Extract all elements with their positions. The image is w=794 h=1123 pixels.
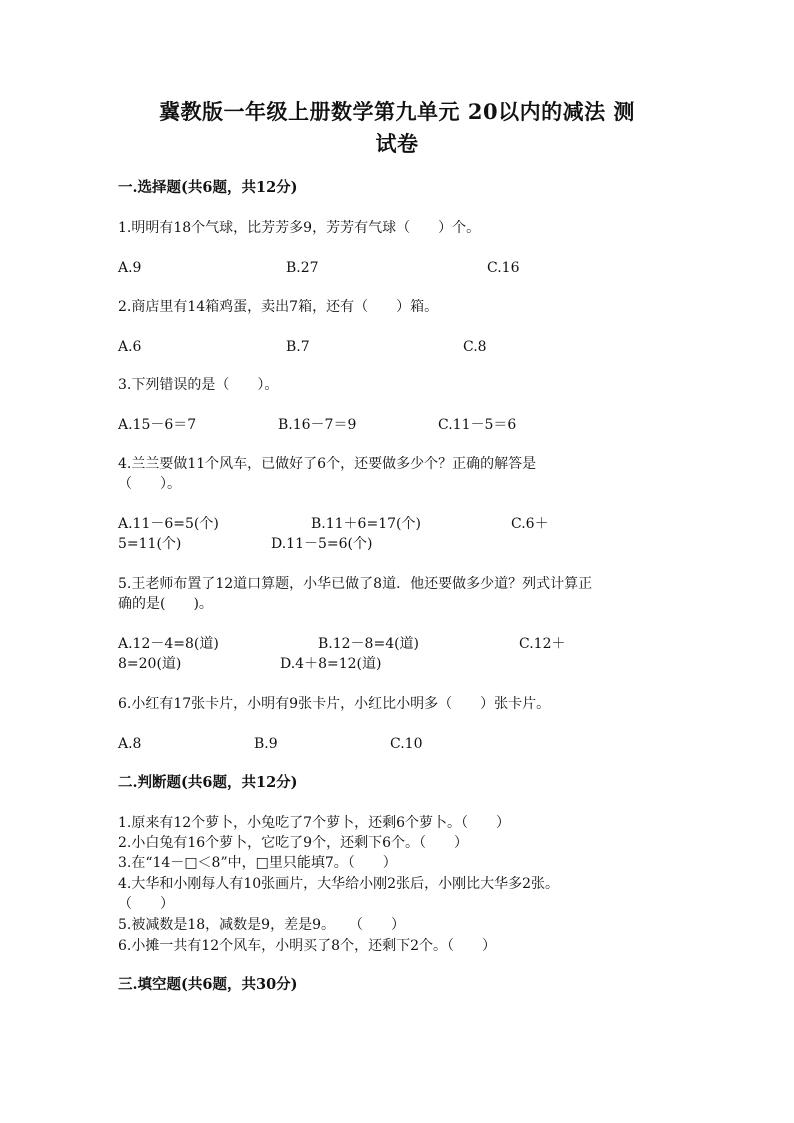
question-1-option-a: A.9 [118, 260, 142, 276]
question-3-option-c: C.11－5＝6 [438, 417, 517, 433]
question-6-option-c: C.10 [390, 736, 423, 752]
judge-item-4: 4.大华和小刚每人有10张画片，大华给小刚2张后，小刚比大华多2张。 [118, 876, 559, 892]
judge-item-6: 6.小摊一共有12个风车，小明买了8个，还剩下2个。（ ） [118, 938, 496, 954]
question-4-option-b: B.11＋6=17(个) [311, 516, 421, 532]
section-heading-judge: 二.判断题(共6题，共12分) [118, 774, 298, 791]
question-1-text: 1.明明有18个气球，比芳芳多9，芳芳有气球（ ）个。 [118, 220, 481, 236]
judge-item-5: 5.被减数是18，减数是9，差是9。 （ ） [118, 917, 405, 933]
judge-item-3: 3.在“14－□＜8”中，□里只能填7。（ ） [118, 855, 397, 871]
question-5-option-a: A.12－4=8(道) [118, 636, 219, 652]
question-1-option-b: B.27 [286, 260, 319, 276]
question-5-option-d: D.4＋8=12(道) [280, 656, 382, 672]
question-6-text: 6.小红有17张卡片，小明有9张卡片，小红比小明多（ ）张卡片。 [118, 696, 551, 712]
question-5-text-line-2: 确的是( )。 [118, 596, 213, 612]
question-1-option-c: C.16 [487, 260, 520, 276]
question-6-option-a: A.8 [118, 736, 142, 752]
question-4-text-line-2: （ ）。 [118, 476, 181, 492]
page-title [118, 96, 676, 160]
question-4-option-d: D.11－5=6(个) [271, 536, 373, 552]
question-4-option-c-cont: 5=11(个) [118, 536, 182, 552]
question-2-option-a: A.6 [118, 339, 142, 355]
title-line-1: 冀教版一年级上册数学第九单元 20以内的减法 测 [159, 99, 635, 124]
judge-item-1: 1.原来有12个萝卜，小兔吃了7个萝卜，还剩6个萝卜。（ ） [118, 815, 510, 831]
question-5-text-line-1: 5.王老师布置了12道口算题，小华已做了8道．他还要做多少道？列式计算正 [118, 576, 593, 592]
question-3-option-b: B.16－7＝9 [278, 417, 357, 433]
title-line-2: 试卷 [375, 131, 419, 156]
section-heading-fill: 三.填空题(共6题，共30分) [118, 976, 298, 993]
question-6-option-b: B.9 [254, 736, 278, 752]
section-heading-choice: 一.选择题(共6题，共12分) [118, 179, 298, 196]
question-2-option-c: C.8 [463, 339, 487, 355]
question-5-option-c-cont: 8=20(道) [118, 656, 182, 672]
question-2-option-b: B.7 [286, 339, 310, 355]
question-2-text: 2.商店里有14箱鸡蛋，卖出7箱，还有（ ）箱。 [118, 299, 439, 315]
question-4-text-line-1: 4.兰兰要做11个风车，已做好了6个，还要做多少个？正确的解答是 [118, 456, 537, 472]
judge-item-2: 2.小白兔有16个萝卜，它吃了9个，还剩下6个。（ ） [118, 835, 468, 851]
judge-item-4-cont: （ ） [118, 896, 174, 912]
question-5-option-b: B.12－8=4(道) [318, 636, 420, 652]
question-3-text: 3.下列错误的是（ ）。 [118, 377, 279, 393]
question-4-option-c: C.6＋ [511, 516, 549, 532]
question-4-option-a: A.11－6=5(个) [118, 516, 219, 532]
question-5-option-c: C.12＋ [519, 636, 566, 652]
question-3-option-a: A.15－6＝7 [118, 417, 197, 433]
